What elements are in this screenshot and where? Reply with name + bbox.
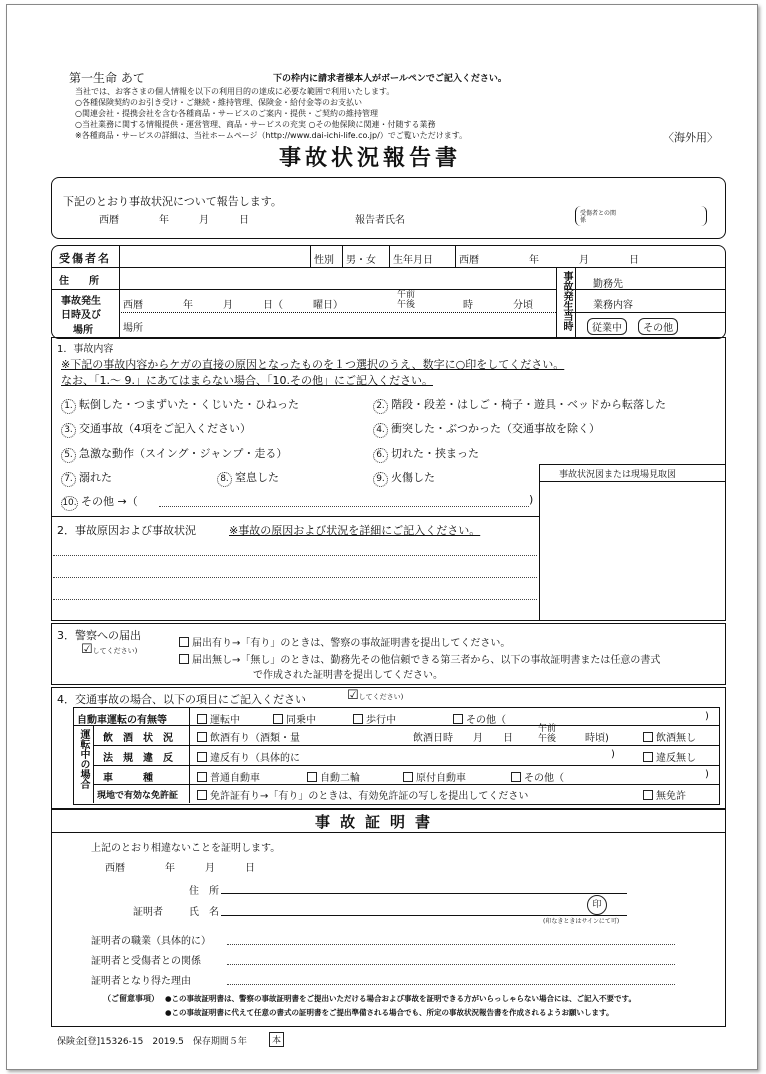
section2-note: ※事故の原因および状況を詳細にご記入ください。	[229, 524, 481, 537]
row-license-label: 現地で有効な免許証	[97, 791, 179, 801]
work-content-label: 業務内容	[593, 300, 633, 311]
report-intro: 下記のとおり事故状況について報告します。	[63, 195, 282, 208]
work-option-other[interactable]: その他	[638, 318, 678, 335]
opt-passenger[interactable]: 同乗中	[273, 711, 316, 726]
overseas-label: 〈海外用〉	[663, 131, 718, 144]
footer-mark: 本	[269, 1032, 284, 1047]
section4-heading: 4．交通事故の場合、以下の項目にご記入ください	[57, 693, 306, 706]
certificate-name-label: 氏 名	[189, 907, 219, 918]
opt-violation-no[interactable]: 違反無し	[643, 749, 696, 764]
privacy-line-3: ○関連会社・提携会社を含む各種商品・サービスのご案内・提供・ご契約の維持管理	[75, 109, 378, 118]
certificate-intro: 上記のとおり相違ないことを証明します。	[91, 843, 281, 854]
seal-mark[interactable]: 印	[587, 895, 607, 915]
section3-heading: 3．警察への届出	[57, 629, 141, 642]
privacy-line-1: 当社では、お客さまの個人情報を以下の利用目的の達成に必要な範囲で利用いたします。	[75, 87, 395, 96]
other-close: )	[529, 493, 534, 506]
checkbox-icon	[273, 714, 283, 724]
page-title: 事故状況報告書	[279, 145, 462, 171]
certifier-job-label: 証明者の職業（具体的に）	[91, 936, 211, 947]
certifier-job-line[interactable]	[227, 944, 675, 945]
row-violation-label: 法 規 違 反	[103, 753, 173, 764]
cause-line-3[interactable]	[53, 599, 537, 600]
accident-item-4[interactable]: 4. 衝突した・ぶつかった（交通事故を除く）	[373, 420, 600, 438]
checkbox-icon	[179, 654, 189, 664]
accident-item-2[interactable]: 2. 階段・段差・はしご・椅子・遊具・ベッドから転落した	[373, 396, 666, 414]
checkbox-icon	[353, 714, 363, 724]
checkbox-icon	[643, 752, 653, 762]
work-option-working[interactable]: 従業中	[587, 318, 627, 335]
row-drinking-label: 飲 酒 状 況	[103, 733, 173, 744]
section1-heading: 1．事故内容	[57, 344, 114, 355]
form-page	[6, 4, 758, 1070]
driving-vertical-label: 運転中の場合	[78, 729, 89, 789]
accident-item-5[interactable]: 5. 急激な動作（スイング・ジャンプ・走る）	[61, 445, 287, 463]
report-date[interactable]: 西暦 年 月 日	[99, 215, 249, 226]
instruction: 下の枠内に請求者様本人がボールペンでご記入ください。	[273, 74, 507, 84]
birth-label: 生年月日	[393, 255, 433, 266]
checkbox-icon	[197, 714, 207, 724]
opt-vehicle-car[interactable]: 普通自動車	[197, 769, 260, 784]
opt-walking[interactable]: 歩行中	[353, 711, 396, 726]
opt-drinking-no[interactable]: 飲酒無し	[643, 729, 696, 744]
accident-date[interactable]: 西暦 年 月 日（ 曜日）	[123, 300, 343, 311]
accident-label-3: 場所	[73, 325, 93, 336]
accident-item-6[interactable]: 6. 切れた・挟まった	[373, 445, 479, 463]
police-opt-no[interactable]: 届出無し→「無し」のときは、勤務先その他信頼できる第三者から、以下の事故証明書または任意の書式	[179, 651, 660, 666]
other-input-line[interactable]	[159, 506, 529, 507]
checkbox-icon	[179, 637, 189, 647]
certifier-reason-line[interactable]	[227, 984, 675, 985]
accident-item-9[interactable]: 9. 火傷した	[373, 469, 435, 487]
notes-label: （ご留意事項）	[103, 994, 159, 1003]
row-driving-label: 自動車運転の有無等	[77, 715, 167, 726]
police-opt-no-2: で作成された証明書を提出してください。	[253, 670, 443, 681]
certificate-address-label: 住 所	[189, 886, 219, 897]
certificate-date[interactable]: 西暦 年 月 日	[105, 863, 255, 874]
accident-item-3[interactable]: 3. 交通事故（4項をご記入ください）	[61, 420, 251, 438]
opt-vehicle-moped[interactable]: 原付自動車	[403, 769, 466, 784]
work-side-label: 事故発生当時	[561, 271, 572, 331]
accident-item-10[interactable]: 10. その他 →（	[61, 493, 138, 511]
checkbox-icon	[511, 772, 521, 782]
checkbox-icon	[307, 772, 317, 782]
certifier-label: 証明者	[133, 907, 163, 918]
section4-check-note: ☑してください)	[347, 688, 404, 703]
ampm-pm[interactable]: 午後	[397, 300, 416, 310]
privacy-line-2: ○各種保険契約のお引き受け・ご継続・維持管理、保険金・給付金等のお支払い	[75, 98, 362, 107]
drinking-am[interactable]: 午前	[538, 724, 557, 734]
certificate-note-2: ●この事故証明書に代えて任意の書式の証明書をご提出準備される場合でも、所定の事故状況報告書を作成されるようお願いします。	[165, 1008, 614, 1017]
relation-label: 受傷者との関係	[580, 210, 617, 224]
addressee: 第一生命 あて	[69, 71, 145, 85]
checkbox-icon	[453, 714, 463, 724]
section2-heading: 2．事故原因および事故状況	[57, 524, 196, 537]
opt-vehicle-other[interactable]: その他（	[511, 769, 564, 784]
section3-check-note: ☑してください)	[81, 642, 138, 657]
opt-drinking-yes[interactable]: 飲酒有り（酒類・量	[197, 729, 300, 744]
opt-license-no[interactable]: 無免許	[643, 787, 686, 802]
row-vehicle-label: 車 種	[103, 773, 153, 784]
footer-code: 保険金[登]15326-15 2019.5 保存期間５年	[57, 1037, 247, 1047]
accident-item-8[interactable]: 8. 窒息した	[217, 469, 279, 487]
checkmark-icon: ☑	[347, 688, 359, 703]
accident-time[interactable]: 時 分頃	[463, 300, 533, 311]
certificate-note-1: ●この事故証明書は、警察の事故証明書をご提出いただける場合および事故を証明できる方がいらっしゃらない場合には、ご記入不要です。	[165, 994, 636, 1003]
reporter-name-label: 報告者氏名	[355, 215, 405, 226]
diagram-label: 事故状況図または現場見取図	[559, 470, 677, 480]
certifier-relation-label: 証明者と受傷者との関係	[91, 956, 201, 967]
privacy-line-4: ○当社業務に関する情報提供・運営管理、商品・サービスの充実 ○その他保険に関連・付随する業務	[75, 120, 436, 129]
opt-vehicle-motorcycle[interactable]: 自動二輪	[307, 769, 360, 784]
checkbox-icon	[197, 790, 207, 800]
accident-item-7[interactable]: 7. 溺れた	[61, 469, 112, 487]
drinking-date[interactable]: 飲酒日時 月 日	[413, 733, 513, 744]
seal-note: (印なきときはサインにて可)	[543, 918, 620, 925]
checkbox-icon	[403, 772, 413, 782]
address-label: 住 所	[59, 276, 99, 287]
ampm-am[interactable]: 午前	[397, 290, 416, 300]
checkmark-icon: ☑	[81, 642, 93, 657]
accident-label-1: 事故発生	[61, 296, 101, 307]
section1-note-2: なお、「1.～ 9.」にあてはまらない場合、「10.その他」にご記入ください。	[61, 374, 433, 387]
row-violation-end: )	[611, 749, 615, 760]
place-label: 場所	[123, 323, 143, 334]
opt-violation-yes[interactable]: 違反有り（具体的に	[197, 749, 300, 764]
row-vehicle-end: )	[705, 769, 709, 780]
checkbox-icon	[643, 790, 653, 800]
drinking-pm[interactable]: 午後	[538, 734, 557, 744]
checkbox-icon	[197, 752, 207, 762]
certifier-reason-label: 証明者となり得た理由	[91, 976, 191, 987]
birth-value[interactable]: 西暦 年 月 日	[459, 255, 639, 266]
accident-item-1[interactable]: 1. 転倒した・つまずいた・くじいた・ひねった	[61, 396, 299, 414]
work-place-label: 勤務先	[593, 279, 623, 290]
row-driving-end: )	[705, 711, 709, 722]
opt-driving[interactable]: 運転中	[197, 715, 240, 726]
checkbox-icon	[197, 732, 207, 742]
opt-license-yes[interactable]: 免許証有り→「有り」のときは、有効免許証の写しを提出してください	[197, 787, 528, 802]
opt-driving-other[interactable]: その他（	[453, 711, 506, 726]
checkbox-icon	[643, 732, 653, 742]
privacy-line-5: ※各種商品・サービスの詳細は、当社ホームページ（http://www.dai-ichi-life.co.jp/）でご覧いただけます。	[75, 131, 468, 140]
section1-note-1: ※下記の事故内容からケガの直接の原因となったものを１つ選択のうえ、数字に○印をしてください。	[61, 358, 565, 371]
accident-label-2: 日時及び	[61, 310, 101, 321]
certificate-title: 事故証明書	[315, 813, 441, 831]
police-opt-yes[interactable]: 届出有り→「有り」のときは、警察の事故証明書を提出してください。	[179, 634, 510, 649]
cause-line-1[interactable]	[53, 555, 537, 556]
sex-value[interactable]: 男・女	[346, 255, 376, 266]
drinking-time[interactable]: 時頃)	[585, 733, 609, 744]
diagram-box[interactable]	[539, 464, 725, 620]
injured-name-label: 受傷者名	[59, 252, 111, 265]
certifier-relation-line[interactable]	[227, 964, 675, 965]
sex-label: 性別	[314, 255, 334, 266]
cause-line-2[interactable]	[53, 577, 537, 578]
certificate-address-line[interactable]	[221, 893, 627, 894]
checkbox-icon	[197, 772, 207, 782]
